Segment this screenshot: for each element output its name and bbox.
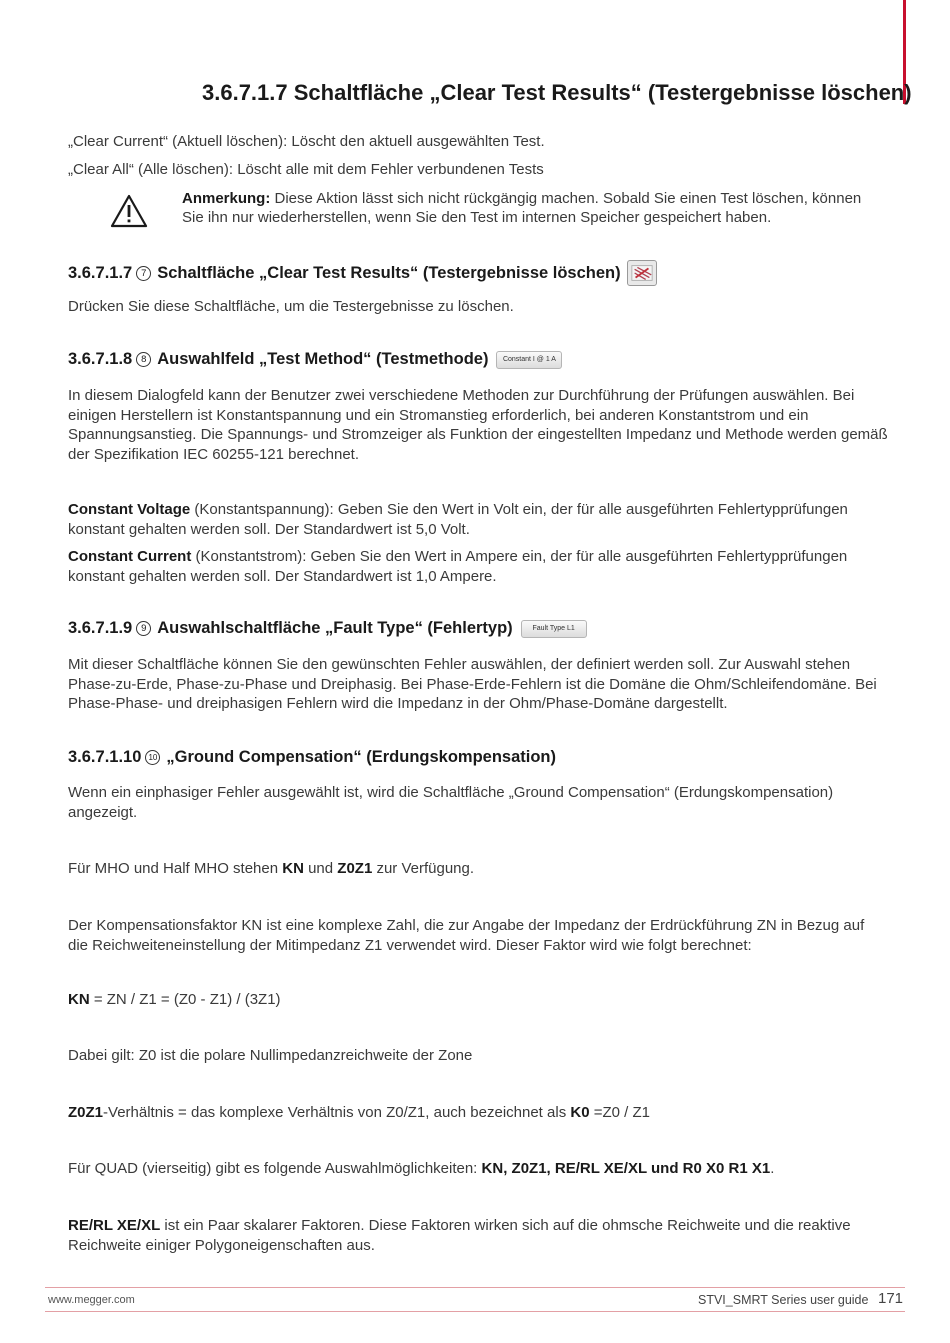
footer-guide-title: STVI_SMRT Series user guide — [698, 1293, 869, 1307]
callout-number: 8 — [136, 352, 151, 367]
callout-number: 9 — [136, 621, 151, 636]
test-method-button[interactable]: Constant I @ 1 A — [496, 351, 562, 369]
re-rl-description: RE/RL XE/XL ist ein Paar skalarer Faktoren. Diese Faktoren wirken sich auf die ohmsche Reichweite und die reaktive Reichweite einiger Polygoneigenschaften aus. — [68, 1217, 851, 1254]
section-heading-test-method: 3.6.7.1.8 8 Auswahlfeld „Test Method“ (Testmethode) Constant I @ 1 A — [68, 350, 562, 369]
warning-triangle-icon — [110, 194, 148, 228]
ground-compensation-intro: Wenn ein einphasiger Fehler ausgewählt ist, wird die Schaltfläche „Ground Compensation“ (Erdungskompensation) angezeigt. — [68, 784, 834, 821]
clear-current-text: „Clear Current“ (Aktuell löschen): Löscht den aktuell ausgewählten Test. — [68, 133, 545, 150]
footer-url: www.megger.com — [48, 1294, 135, 1306]
footer-rule-bottom — [45, 1311, 905, 1312]
constant-voltage-text: Constant Voltage (Konstantspannung): Geben Sie den Wert in Volt ein, der für alle ausgeführten Fehlertypprüfungen konstant gehalten werden soll. Der Standardwert ist 5,0 Volt. — [68, 501, 848, 538]
z0-definition: Dabei gilt: Z0 ist die polare Nullimpedanzreichweite der Zone — [68, 1047, 473, 1064]
section-heading-ground-compensation: 3.6.7.1.10 10 „Ground Compensation“ (Erdungskompensation) — [68, 748, 556, 766]
page-number: 171 — [878, 1290, 904, 1307]
section-body-fault-type: Mit dieser Schaltfläche können Sie den gewünschten Fehler auswählen, der definiert werden soll. Zur Auswahl stehen Phase-zu-Erde, Phase-zu-Phase und Dreiphasig. Bei Phase-Erde-Fehlern ist die Domäne die Ohm/Schleifendomäne. Bei Phase-Phase- und dreiphasigen Fehlern wird die Impedanz in der Ohm/Phase-Domäne dargestellt. — [68, 656, 877, 712]
clear-test-results-icon[interactable] — [627, 260, 657, 286]
z0z1-ratio-text: Z0Z1-Verhältnis = das komplexe Verhältnis von Z0/Z1, auch bezeichnet als K0 =Z0 / Z1 — [68, 1104, 650, 1121]
mho-options-text: Für MHO und Half MHO stehen KN und Z0Z1 zur Verfügung. — [68, 860, 475, 877]
constant-current-text: Constant Current (Konstantstrom): Geben Sie den Wert in Ampere ein, der für alle ausgeführten Fehlertypprüfungen konstant gehalten werden soll. Der Standardwert ist 1,0 Ampere. — [68, 548, 848, 585]
page-title: 3.6.7.1.7 Schaltfläche „Clear Test Results“ (Testergebnisse löschen) — [202, 80, 912, 105]
callout-number: 10 — [145, 750, 160, 765]
kn-formula: KN = ZN / Z1 = (Z0 - Z1) / (3Z1) — [68, 991, 281, 1008]
quad-options-text: Für QUAD (vierseitig) gibt es folgende Auswahlmöglichkeiten: KN, Z0Z1, RE/RL XE/XL und R0 X0 R1 X1. — [68, 1160, 775, 1177]
callout-number: 7 — [136, 266, 151, 281]
clear-all-text: „Clear All“ (Alle löschen): Löscht alle mit dem Fehler verbundenen Tests — [68, 161, 544, 178]
kn-description: Der Kompensationsfaktor KN ist eine komplexe Zahl, die zur Angabe der Impedanz der Erdrückführung ZN in Bezug auf die Reichweiteneinstellung der Mitimpedanz Z1 verwendet wird. Dieser Faktor wird wie folgt berechnet: — [68, 917, 865, 954]
note-text: Anmerkung: Diese Aktion lässt sich nicht rückgängig machen. Sobald Sie einen Test löschen, können Sie ihn nur wiederherstellen, wenn Sie den Test im internen Speicher gespeichert haben. — [182, 190, 862, 226]
section-heading-clear-test-results: 3.6.7.1.7 7 Schaltfläche „Clear Test Results“ (Testergebnisse löschen) — [68, 260, 657, 286]
section-body-clear-test-results: Drücken Sie diese Schaltfläche, um die Testergebnisse zu löschen. — [68, 298, 514, 315]
footer-rule-top — [45, 1287, 905, 1288]
section-body-test-method: In diesem Dialogfeld kann der Benutzer zwei verschiedene Methoden zur Durchführung der Prüfungen auswählen. Bei einigen Herstellern ist Konstantspannung und ein Stromanstieg erforderlich, bei anderen Konstantstrom und ein Spannungsanstieg. Die Spannungs- und Stromzeiger als Funktion der eingestellten Impedanz und Methode werden gemäß der Spezifikation IEC 60255-121 berechnet. — [68, 387, 888, 463]
section-heading-fault-type: 3.6.7.1.9 9 Auswahlschaltfläche „Fault Type“ (Fehlertyp) Fault Type L1 — [68, 619, 587, 638]
note-label: Anmerkung: — [182, 190, 271, 207]
fault-type-button[interactable]: Fault Type L1 — [521, 620, 587, 638]
